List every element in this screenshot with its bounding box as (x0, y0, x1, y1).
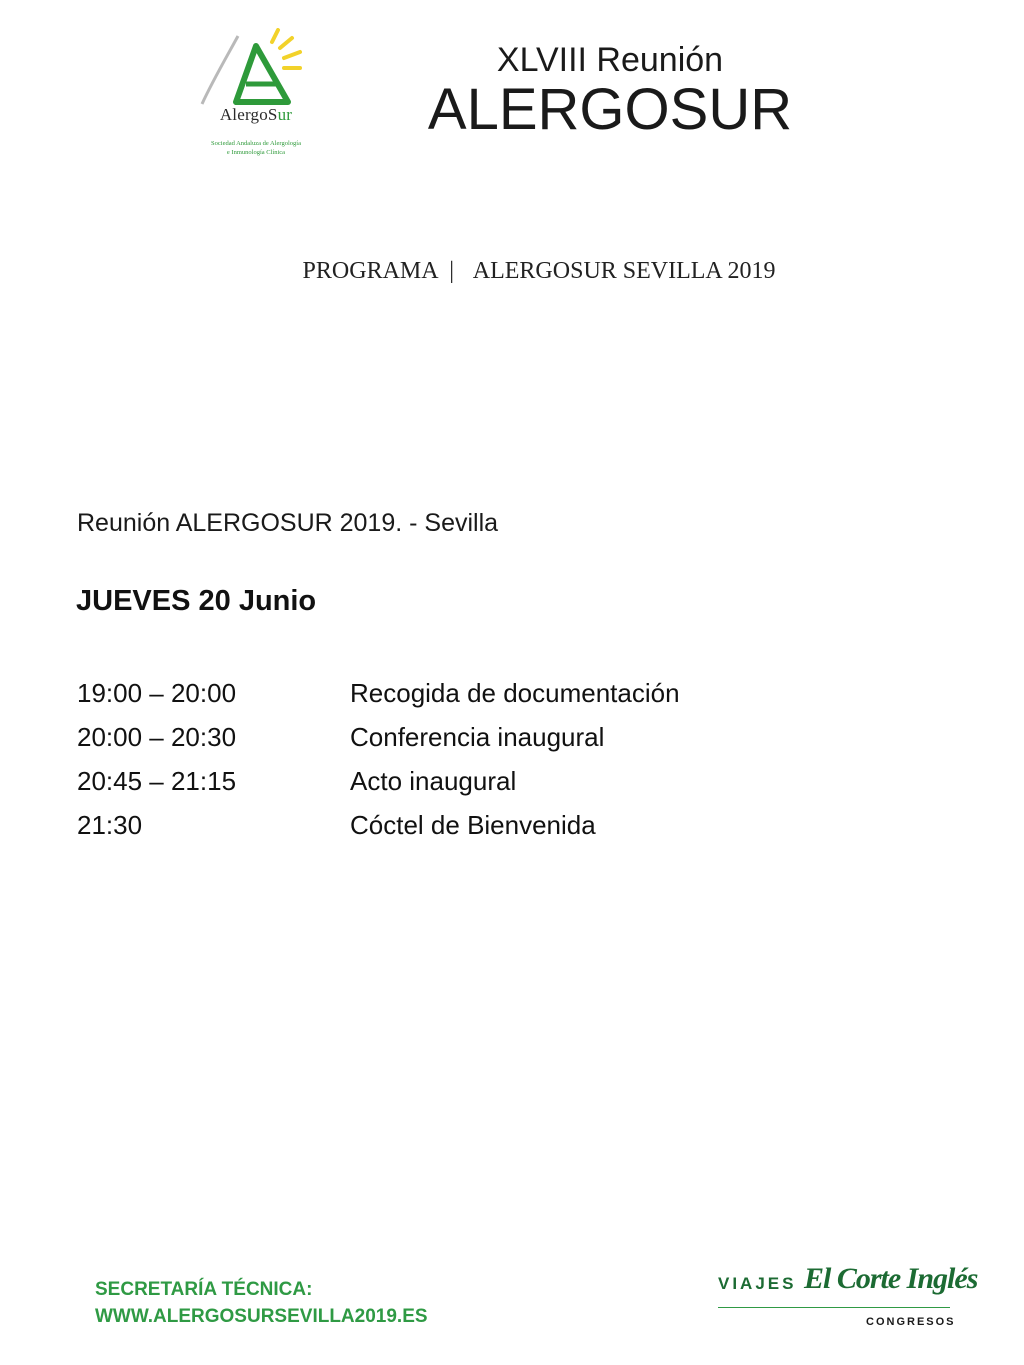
logo-tagline-line-2: e Inmunología Clínica (226, 149, 286, 156)
secretariat-label: SECRETARÍA TÉCNICA: (95, 1279, 313, 1300)
logo-tagline (196, 139, 316, 157)
program-label: PROGRAMA (302, 258, 438, 284)
schedule-time: 20:45 – 21:15 (77, 766, 237, 796)
sponsor-logo (716, 1262, 978, 1334)
document-subtitle: Reunión ALERGOSUR 2019. - Sevilla (77, 509, 499, 537)
schedule-event: Acto inaugural (350, 766, 517, 796)
day-heading: JUEVES 20 Junio (76, 585, 317, 617)
sponsor-divider (718, 1307, 950, 1308)
schedule-row (77, 675, 680, 719)
program-separator: | (449, 258, 455, 284)
schedule-row (77, 719, 680, 763)
program-event: ALERGOSUR SEVILLA 2019 (472, 258, 776, 284)
schedule-time: 19:00 – 20:00 (77, 678, 237, 708)
schedule-time: 20:00 – 20:30 (77, 722, 237, 752)
event-title-block (410, 40, 810, 142)
alergosur-logo (196, 28, 316, 164)
schedule-list (77, 675, 680, 851)
event-edition: XLVIII Reunión (496, 41, 724, 79)
schedule-event: Recogida de documentación (350, 678, 680, 708)
schedule-event: Conferencia inaugural (350, 722, 605, 752)
program-header (0, 258, 1024, 285)
technical-secretariat (95, 1276, 428, 1330)
logo-tagline-line-1: Sociedad Andaluza de Alergología (211, 140, 301, 147)
schedule-time: 21:30 (77, 810, 143, 840)
sponsor-viajes: VIAJES (718, 1274, 797, 1293)
sponsor-congresos: CONGRESOS (866, 1316, 956, 1328)
logo-wordmark: AlergoSur (219, 105, 293, 124)
schedule-event: Cóctel de Bienvenida (350, 810, 596, 840)
alergosur-emblem-icon (196, 28, 316, 108)
schedule-row (77, 763, 680, 807)
event-name: ALERGOSUR (427, 77, 793, 142)
schedule-row (77, 807, 680, 851)
secretariat-website-link[interactable]: WWW.ALERGOSURSEVILLA2019.ES (95, 1306, 428, 1327)
sponsor-brand: El Corte Inglés (804, 1262, 978, 1295)
